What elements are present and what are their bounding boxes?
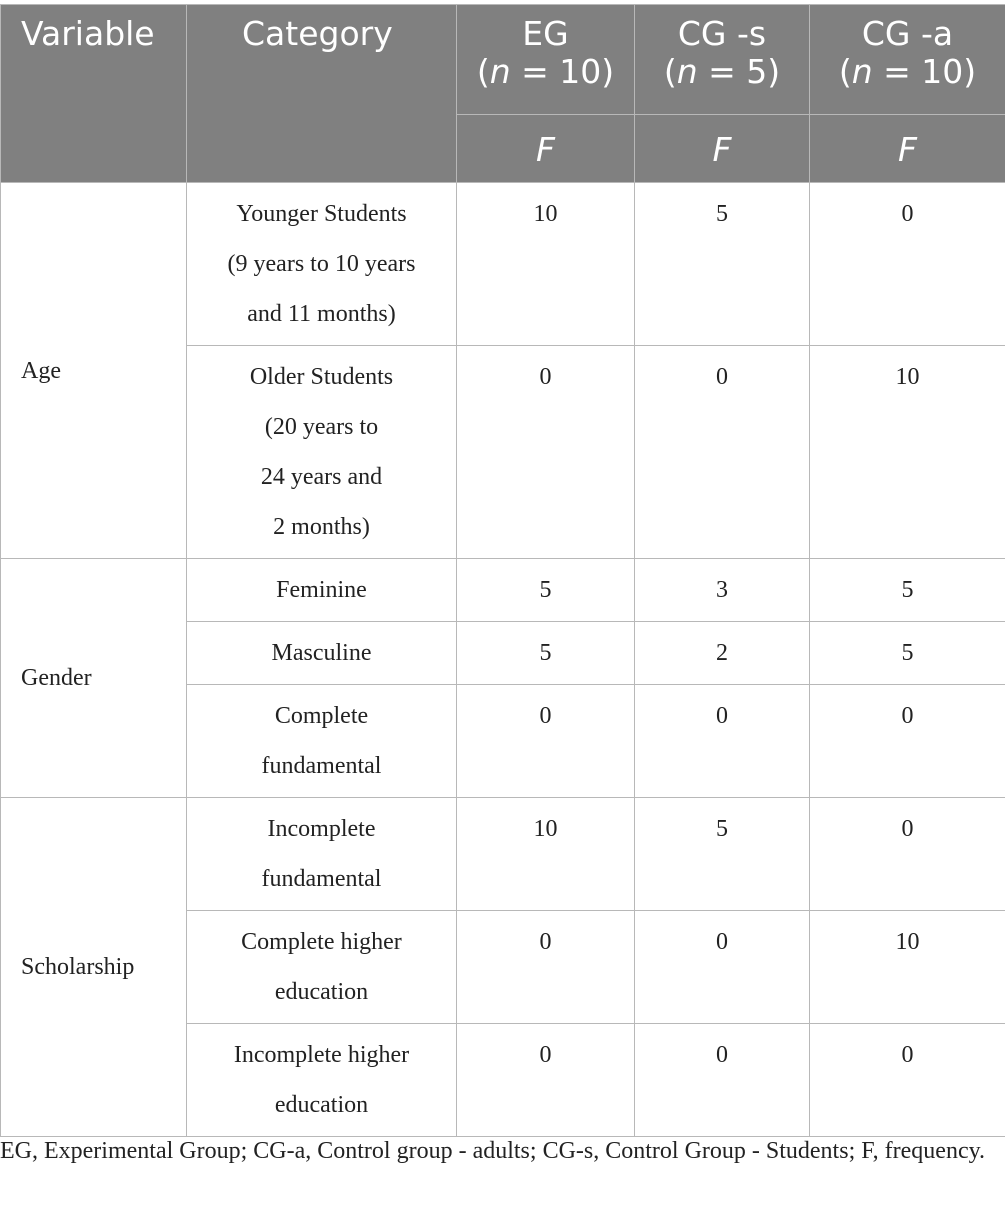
table-row [1,798,1005,911]
category-cell: Complete higher education [187,911,457,1024]
table-row [1,183,1005,346]
value-cell: 0 [457,346,635,559]
variable-cell: Age [1,183,187,559]
value-cell: 10 [810,911,1005,1024]
value-cell: 5 [810,559,1005,622]
value-cell: 10 [457,183,635,346]
freq-label-cg-s: F [635,115,810,183]
category-cell: Older Students (20 years to 24 years and 2 months) [187,346,457,559]
value-cell: 0 [457,685,635,798]
value-cell: 0 [635,911,810,1024]
category-cell: Feminine [187,559,457,622]
header-group-eg [457,5,635,115]
value-cell: 0 [457,1024,635,1137]
category-cell: Complete fundamental [187,685,457,798]
category-cell: Younger Students (9 years to 10 years and 11 months) [187,183,457,346]
value-cell: 0 [635,685,810,798]
value-cell: 5 [635,183,810,346]
group-size: (n = 10) [476,52,615,91]
header-group-cg-a [810,5,1005,115]
value-cell: 0 [457,911,635,1024]
table-row [1,559,1005,622]
value-cell: 2 [635,622,810,685]
group-size: (n = 10) [838,52,977,91]
value-cell: 5 [810,622,1005,685]
group-name: CG -s [677,14,767,53]
value-cell: 5 [457,559,635,622]
header-group-cg-s [635,5,810,115]
variable-cell: Gender [1,559,187,798]
table-footnote: EG, Experimental Group; CG-a, Control group - adults; CG-s, Control Group - Students; F, frequency. [0,1138,986,1164]
variable-cell: Scholarship [1,798,187,1137]
group-name: EG [522,14,569,53]
group-name: CG -a [861,14,954,53]
value-cell: 10 [457,798,635,911]
header-category: Category [187,5,457,183]
freq-label-cg-a: F [810,115,1005,183]
value-cell: 0 [635,1024,810,1137]
value-cell: 0 [635,346,810,559]
value-cell: 5 [457,622,635,685]
value-cell: 0 [810,685,1005,798]
header-variable: Variable [1,5,187,183]
category-cell: Incomplete higher education [187,1024,457,1137]
value-cell: 5 [635,798,810,911]
value-cell: 0 [810,798,1005,911]
freq-label-eg: F [457,115,635,183]
value-cell: 0 [810,183,1005,346]
group-size: (n = 5) [663,52,781,91]
value-cell: 0 [810,1024,1005,1137]
category-cell: Masculine [187,622,457,685]
value-cell: 10 [810,346,1005,559]
demographics-table [0,4,1005,1137]
category-cell: Incomplete fundamental [187,798,457,911]
value-cell: 3 [635,559,810,622]
